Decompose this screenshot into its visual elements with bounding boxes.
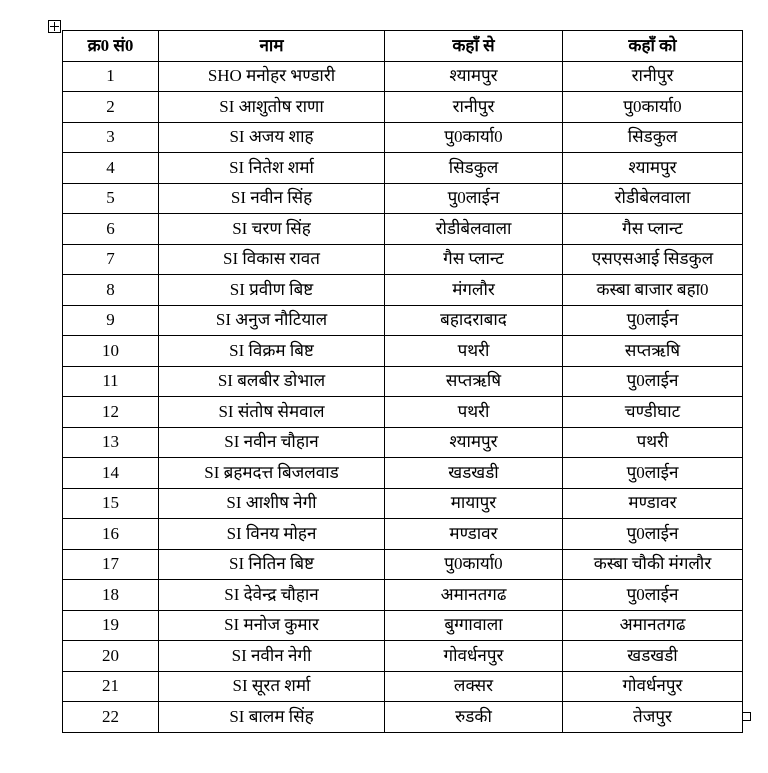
table-resize-handle-icon[interactable] — [742, 712, 751, 721]
cell-serial: 3 — [63, 122, 159, 153]
table-row — [63, 183, 743, 214]
cell-from: श्यामपुर — [385, 61, 563, 92]
column-header-name: नाम — [159, 31, 385, 62]
cell-to: पु0लाईन — [563, 519, 743, 550]
cell-to: तेजपुर — [563, 702, 743, 733]
cell-serial: 1 — [63, 61, 159, 92]
cell-to: सप्तऋषि — [563, 336, 743, 367]
table-row — [63, 519, 743, 550]
table-row — [63, 153, 743, 184]
cell-serial: 18 — [63, 580, 159, 611]
cell-from: पु0लाईन — [385, 183, 563, 214]
cell-to: सिडकुल — [563, 122, 743, 153]
cell-serial: 15 — [63, 488, 159, 519]
cell-from: सप्तऋषि — [385, 366, 563, 397]
table-row — [63, 580, 743, 611]
cell-to: पु0लाईन — [563, 580, 743, 611]
cell-to: गैस प्लान्ट — [563, 214, 743, 245]
cell-to: पु0लाईन — [563, 305, 743, 336]
cell-serial: 5 — [63, 183, 159, 214]
table-move-handle-icon[interactable] — [48, 20, 61, 33]
cell-serial: 20 — [63, 641, 159, 672]
cell-serial: 16 — [63, 519, 159, 550]
cell-from: गोवर्धनपुर — [385, 641, 563, 672]
cell-name: SI संतोष सेमवाल — [159, 397, 385, 428]
column-header-to: कहाँ को — [563, 31, 743, 62]
cell-from: श्यामपुर — [385, 427, 563, 458]
table-row — [63, 305, 743, 336]
cell-serial: 13 — [63, 427, 159, 458]
cell-name: SI प्रवीण बिष्ट — [159, 275, 385, 306]
cell-from: गैस प्लान्ट — [385, 244, 563, 275]
table-row — [63, 458, 743, 489]
table-row — [63, 702, 743, 733]
cell-from: पथरी — [385, 336, 563, 367]
table-row — [63, 610, 743, 641]
cell-from: रानीपुर — [385, 92, 563, 123]
cell-serial: 21 — [63, 671, 159, 702]
cell-serial: 19 — [63, 610, 159, 641]
cell-name: SI ब्रहमदत्त बिजलवाड — [159, 458, 385, 489]
cell-name: SI नितिन बिष्ट — [159, 549, 385, 580]
table-body — [63, 61, 743, 732]
cell-from: लक्सर — [385, 671, 563, 702]
table-row — [63, 397, 743, 428]
cell-name: SI देवेन्द्र चौहान — [159, 580, 385, 611]
cell-from: खडखडी — [385, 458, 563, 489]
cell-name: SI विकास रावत — [159, 244, 385, 275]
table-row — [63, 427, 743, 458]
transfer-roster-table-container — [62, 30, 742, 733]
cell-name: SI नवीन सिंह — [159, 183, 385, 214]
transfer-roster-table — [62, 30, 743, 733]
cell-serial: 14 — [63, 458, 159, 489]
cell-to: श्यामपुर — [563, 153, 743, 184]
cell-serial: 9 — [63, 305, 159, 336]
column-header-from: कहाँ से — [385, 31, 563, 62]
table-row — [63, 549, 743, 580]
cell-from: रोडीबेलवाला — [385, 214, 563, 245]
cell-from: पु0कार्या0 — [385, 549, 563, 580]
cell-from: पु0कार्या0 — [385, 122, 563, 153]
table-row — [63, 244, 743, 275]
cell-from: सिडकुल — [385, 153, 563, 184]
table-row — [63, 122, 743, 153]
cell-serial: 12 — [63, 397, 159, 428]
cell-name: SI अनुज नौटियाल — [159, 305, 385, 336]
cell-to: मण्डावर — [563, 488, 743, 519]
table-header-row — [63, 31, 743, 62]
cell-from: मण्डावर — [385, 519, 563, 550]
cell-serial: 11 — [63, 366, 159, 397]
cell-to: एसएसआई सिडकुल — [563, 244, 743, 275]
cell-name: SI अजय शाह — [159, 122, 385, 153]
cell-name: SI बलबीर डोभाल — [159, 366, 385, 397]
cell-from: बुग्गावाला — [385, 610, 563, 641]
cell-to: चण्डीघाट — [563, 397, 743, 428]
cell-serial: 8 — [63, 275, 159, 306]
table-row — [63, 275, 743, 306]
cell-to: रानीपुर — [563, 61, 743, 92]
cell-to: कस्बा चौकी मंगलौर — [563, 549, 743, 580]
cell-to: पु0लाईन — [563, 458, 743, 489]
table-row — [63, 336, 743, 367]
cell-name: SI सूरत शर्मा — [159, 671, 385, 702]
cell-to: पु0लाईन — [563, 366, 743, 397]
cell-name: SI विक्रम बिष्ट — [159, 336, 385, 367]
cell-name: SI विनय मोहन — [159, 519, 385, 550]
cell-from: मायापुर — [385, 488, 563, 519]
cell-serial: 4 — [63, 153, 159, 184]
table-row — [63, 671, 743, 702]
column-header-serial: क्र0 सं0 — [63, 31, 159, 62]
cell-to: रोडीबेलवाला — [563, 183, 743, 214]
cell-name: SI आशुतोष राणा — [159, 92, 385, 123]
cell-to: खडखडी — [563, 641, 743, 672]
cell-to: पथरी — [563, 427, 743, 458]
cell-from: पथरी — [385, 397, 563, 428]
table-row — [63, 488, 743, 519]
table-row — [63, 641, 743, 672]
cell-to: गोवर्धनपुर — [563, 671, 743, 702]
cell-serial: 17 — [63, 549, 159, 580]
cell-name: SI आशीष नेगी — [159, 488, 385, 519]
table-header — [63, 31, 743, 62]
cell-name: SI बालम सिंह — [159, 702, 385, 733]
cell-serial: 22 — [63, 702, 159, 733]
cell-name: SI नवीन चौहान — [159, 427, 385, 458]
cell-serial: 2 — [63, 92, 159, 123]
cell-to: पु0कार्या0 — [563, 92, 743, 123]
cell-from: मंगलौर — [385, 275, 563, 306]
table-row — [63, 214, 743, 245]
cell-serial: 7 — [63, 244, 159, 275]
cell-name: SI नवीन नेगी — [159, 641, 385, 672]
table-row — [63, 366, 743, 397]
cell-serial: 10 — [63, 336, 159, 367]
cell-name: SHO मनोहर भण्डारी — [159, 61, 385, 92]
cell-serial: 6 — [63, 214, 159, 245]
table-row — [63, 92, 743, 123]
cell-name: SI नितेश शर्मा — [159, 153, 385, 184]
cell-to: अमानतगढ — [563, 610, 743, 641]
cell-to: कस्बा बाजार बहा0 — [563, 275, 743, 306]
table-row — [63, 61, 743, 92]
cell-from: बहादराबाद — [385, 305, 563, 336]
cell-name: SI मनोज कुमार — [159, 610, 385, 641]
cell-from: अमानतगढ — [385, 580, 563, 611]
cell-from: रुडकी — [385, 702, 563, 733]
cell-name: SI चरण सिंह — [159, 214, 385, 245]
